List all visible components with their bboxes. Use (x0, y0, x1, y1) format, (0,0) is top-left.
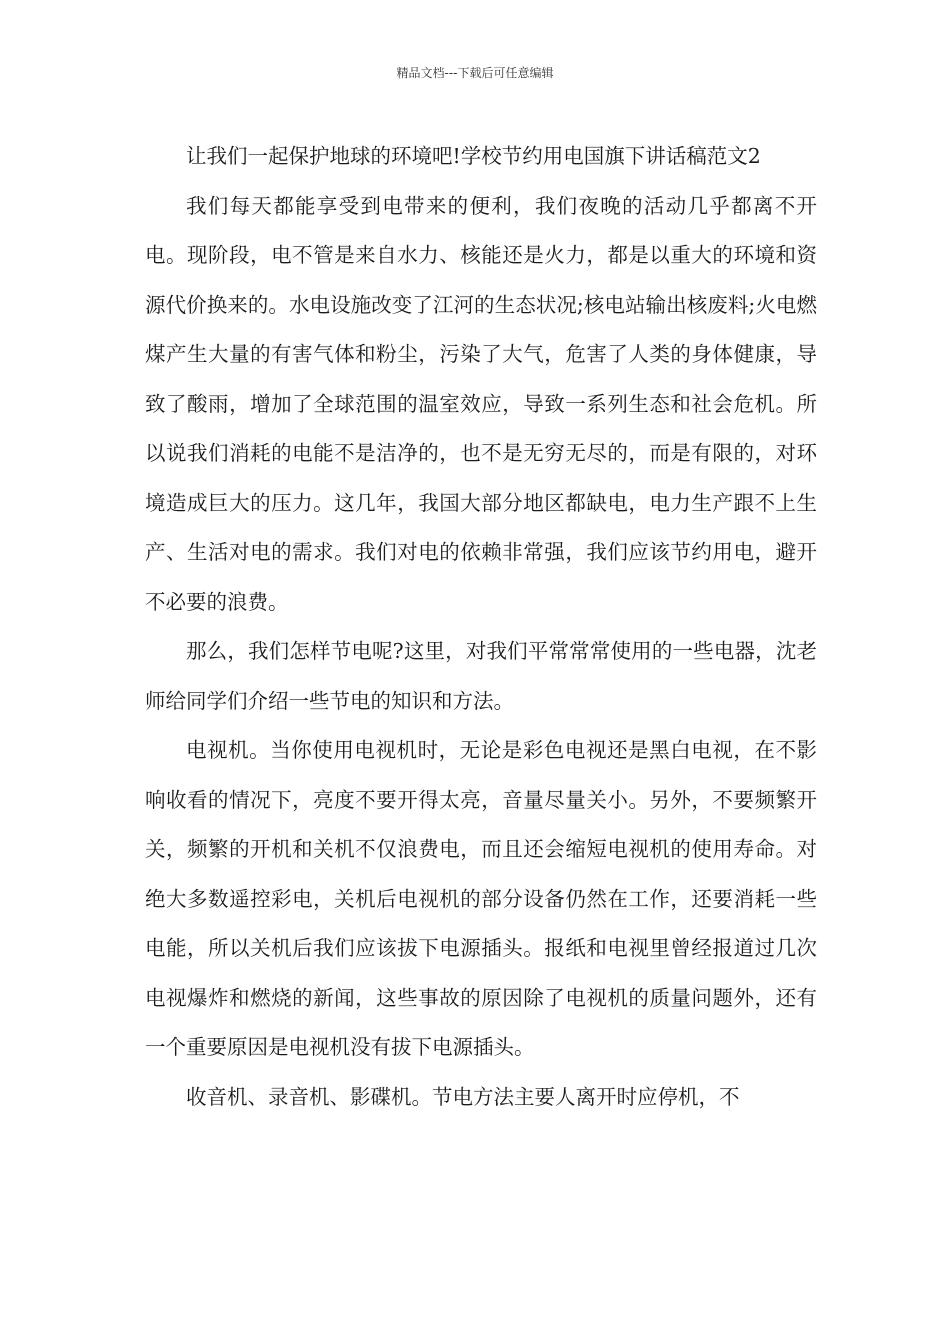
paragraph-electricity-importance: 我们每天都能享受到电带来的便利，我们夜晚的活动几乎都离不开电。现阶段，电不管是来自水力、核能还是火力，都是以重大的环境和资源代价换来的。水电设施改变了江河的生态状况;核电站输出核废料;火电燃煤产生大量的有害气体和粉尘，污染了大气，危害了人类的身体健康，导致了酸雨，增加了全球范围的温室效应，导致一系列生态和社会危机。所以说我们消耗的电能不是洁净的，也不是无穷无尽的，而是有限的，对环境造成巨大的压力。这几年，我国大部分地区都缺电，电力生产跟不上生产、生活对电的需求。我们对电的依赖非常强，我们应该节约用电，避开不必要的浪费。 (145, 193, 817, 614)
page-header: 精品文档---下载后可任意编辑 (396, 66, 554, 80)
document-title: 让我们一起保护地球的环境吧!学校节约用电国旗下讲话稿范文2 (186, 144, 761, 168)
paragraph-how-to-save: 那么，我们怎样节电呢?这里，对我们平常常常使用的一些电器，沈老师给同学们介绍一些节电的知识和方法。 (145, 639, 817, 713)
paragraph-radio-recorder: 收音机、录音机、影碟机。节电方法主要人离开时应停机，不 (186, 1084, 740, 1109)
document-body (145, 132, 817, 1122)
paragraph-television: 电视机。当你使用电视机时，无论是彩色电视还是黑白电视，在不影响收看的情况下，亮度不要开得太亮，音量尽量关小。另外，不要频繁开关，频繁的开机和关机不仅浪费电，而且还会缩短电视机的使用寿命。对绝大多数遥控彩电，关机后电视机的部分设备仍然在工作，还要消耗一些电能，所以关机后我们应该拔下电源插头。报纸和电视里曾经报道过几次电视爆炸和燃烧的新闻，这些事故的原因除了电视机的质量问题外，还有一个重要原因是电视机没有拔下电源插头。 (145, 738, 817, 1059)
